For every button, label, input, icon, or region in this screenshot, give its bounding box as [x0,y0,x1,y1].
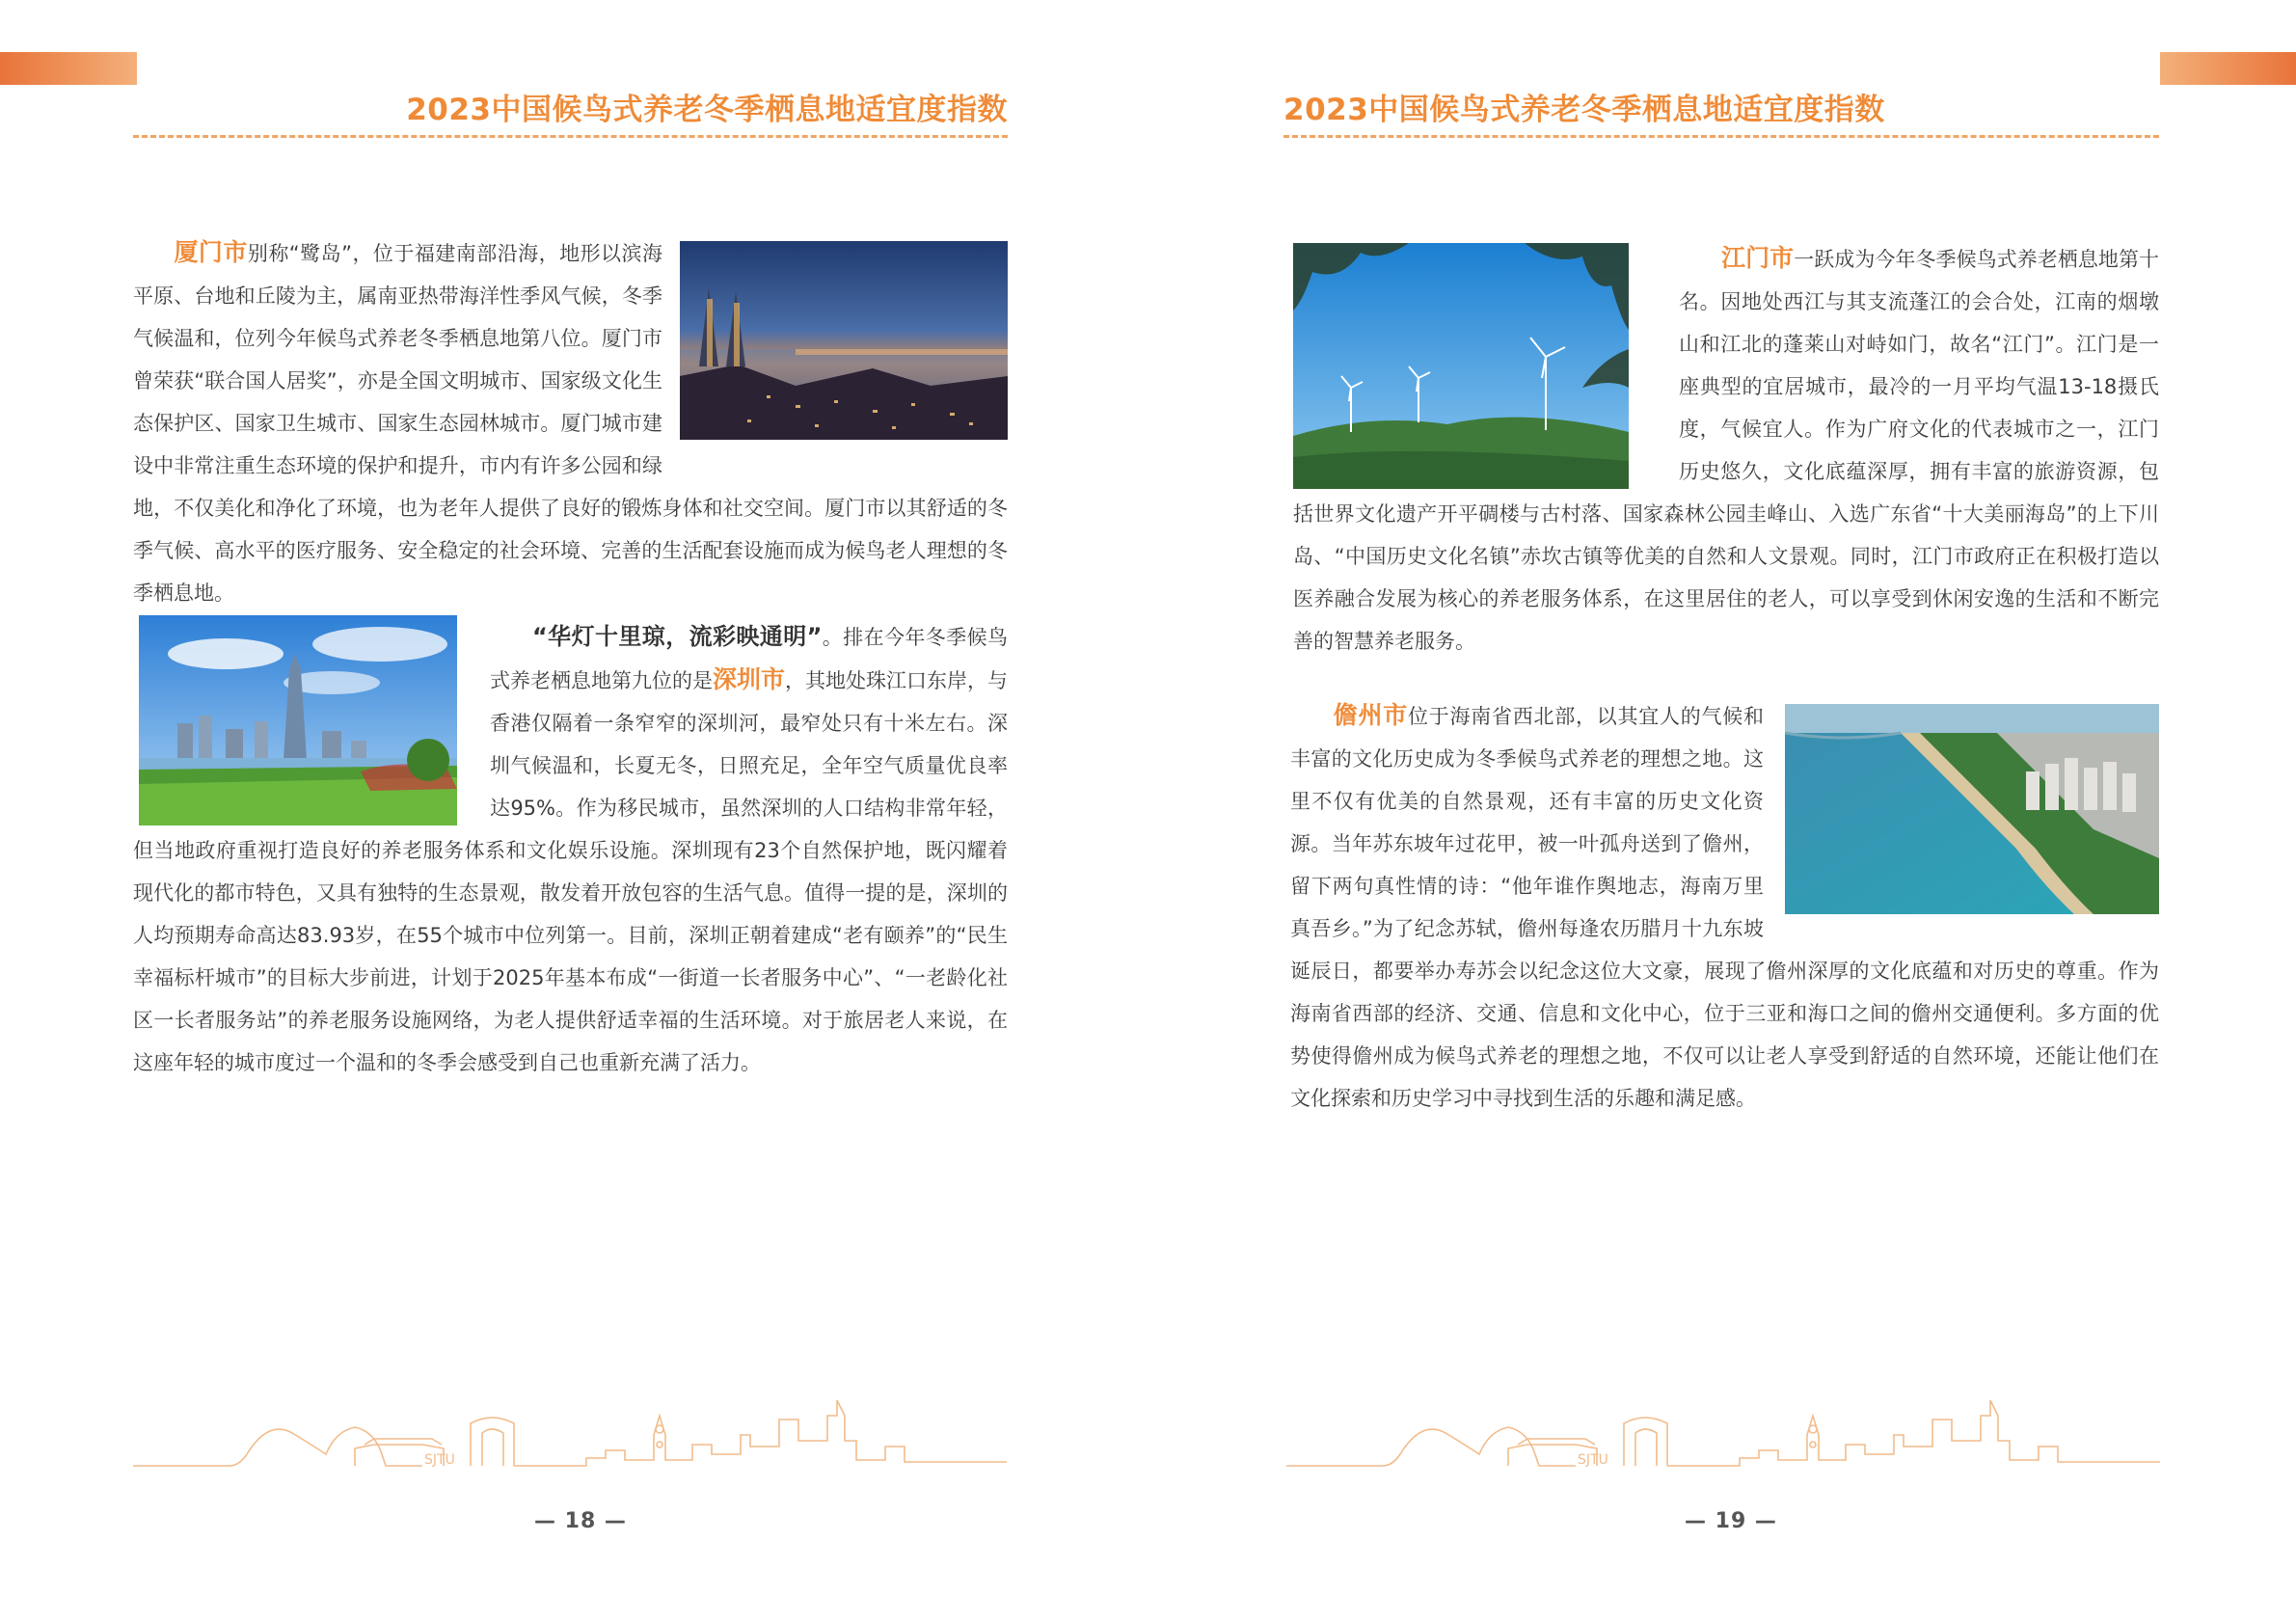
xiamen-night-skyline-image [680,241,1008,440]
shenzhen-body-text: ，其地处珠江口东岸，与香港仅隔着一条窄窄的深圳河，最窄处只有十米左右。深圳气候温和，长夏无冬，日照充足，全年空气质量优良率达95%。作为移民城市，虽然深圳的人口结构非常年轻，但当地政府重视打造良好的养老服务体系和文化娱乐设施。深圳现有23个自然保护地，既闪耀着现代化的都市特色，又具有独特的生态景观，散发着开放包容的生活气息。值得一提的是，深圳的人均预期寿命高达83.93岁，在55个城市中位列第一。目前，深圳正朝着建成“老有颐养”的“民生幸福标杆城市”的目标大步前进，计划于2025年基本布成“一街道一长者服务中心”、“一老龄化社区一长者服务站”的养老服务设施网络，为老人提供舒适幸福的生活环境。对于旅居老人来说，在这座年轻的城市度过一个温和的冬季会感受到自己也重新充满了活力。 [133,669,1009,1074]
sjtu-label: SJTU [1578,1452,1608,1468]
danzhou-coastline-aerial-image [1785,704,2159,914]
shenzhen-quote: “华灯十里琼，流彩映通明” [532,623,823,650]
page-header-title-left: 2023中国候鸟式养老冬季栖息地适宜度指数 [406,93,1008,127]
header-divider-left [133,135,1008,138]
xiamen-body-text: 别称“鹭岛”，位于福建南部沿海，地形以滨海平原、台地和丘陵为主，属南亚热带海洋性季风气候，冬季气候温和，位列今年候鸟式养老冬季栖息地第八位。厦门市曾荣获“联合国人居奖”，亦是全国文明城市、国家级文化生态保护区、国家卫生城市、国家生态园林城市。厦门城市建设中非常注重生态环境的保护和提升，市内有许多公园和绿地，不仅美化和净化了环境，也为老年人提供了良好的锻炼身体和社交空间。厦门市以其舒适的冬季气候、高水平的医疗服务、安全稳定的社会环境、完善的生活配套设施而成为候鸟老人理想的冬季栖息地。 [133,242,1008,605]
danzhou-paragraph [1290,694,2159,1120]
shenzhen-city-name: 深圳市 [713,665,786,693]
jiangmen-photo [1293,243,1629,489]
danzhou-body-text: 位于海南省西北部，以其宜人的气候和丰富的文化历史成为冬季候鸟式养老的理想之地。这里不仅有优美的自然景观，还有丰富的历史文化资源。当年苏东坡年过花甲，被一叶孤舟送到了儋州，留下两句真性情的诗：“他年谁作舆地志，海南万里真吾乡。”为了纪念苏轼，儋州每逢农历腊月十九东坡诞辰日，都要举办寿苏会以纪念这位大文豪，展现了儋州深厚的文化底蕴和对历史的尊重。作为海南省西部的经济、交通、信息和文化中心，位于三亚和海口之间的儋州交通便利。多方面的优势使得儋州成为候鸟式养老的理想之地，不仅可以让老人享受到舒适的自然环境，还能让他们在文化探索和历史学习中寻找到生活的乐趣和满足感。 [1290,705,2159,1110]
jiangmen-body-text: 一跃成为今年冬季候鸟式养老栖息地第十名。因地处西江与其支流蓬江的会合处，江南的烟墩山和江北的蓬莱山对峙如门，故名“江门”。江门是一座典型的宜居城市，最冷的一月平均气温13-18摄氏度，气候宜人。作为广府文化的代表城市之一，江门历史悠久，文化底蕴深厚，拥有丰富的旅游资源，包括世界文化遗产开平碉楼与古村落、国家森林公园圭峰山、入选广东省“十大美丽海岛”的上下川岛、“中国历史文化名镇”赤坎古镇等优美的自然和人文景观。同时，江门市政府正在积极打造以医养融合发展为核心的养老服务体系，在这里居住的老人，可以享受到休闲安逸的生活和不断完善的智慧养老服务。 [1293,248,2159,653]
corner-tab-left [0,52,137,85]
xiamen-photo [680,241,1008,440]
shenzhen-paragraph [133,615,1008,1084]
page-19 [1148,0,2296,1623]
shenzhen-park-skyline-image [139,615,457,825]
jiangmen-wind-turbine-hills-image [1293,243,1629,489]
shenzhen-intro-text: 。排在今年冬季候鸟式养老栖息地第九位的是 [490,626,1009,692]
page-header-title-right: 2023中国候鸟式养老冬季栖息地适宜度指数 [1283,93,1885,127]
danzhou-city-name: 儋州市 [1333,701,1408,729]
page-number-left: — 18 — [534,1509,627,1533]
shenzhen-photo [139,615,457,825]
sjtu-skyline-footer-left [133,1377,1007,1470]
xiamen-paragraph [133,231,1008,614]
xiamen-city-name: 厦门市 [174,238,248,266]
page-number-right: — 19 — [1685,1509,1777,1533]
header-divider-right [1283,135,2159,138]
danzhou-photo [1785,704,2159,914]
jiangmen-paragraph [1293,237,2159,663]
sjtu-skyline-footer-right [1286,1377,2160,1470]
jiangmen-city-name: 江门市 [1721,244,1795,272]
sjtu-label: SJTU [424,1452,455,1468]
corner-tab-right [2160,52,2296,85]
